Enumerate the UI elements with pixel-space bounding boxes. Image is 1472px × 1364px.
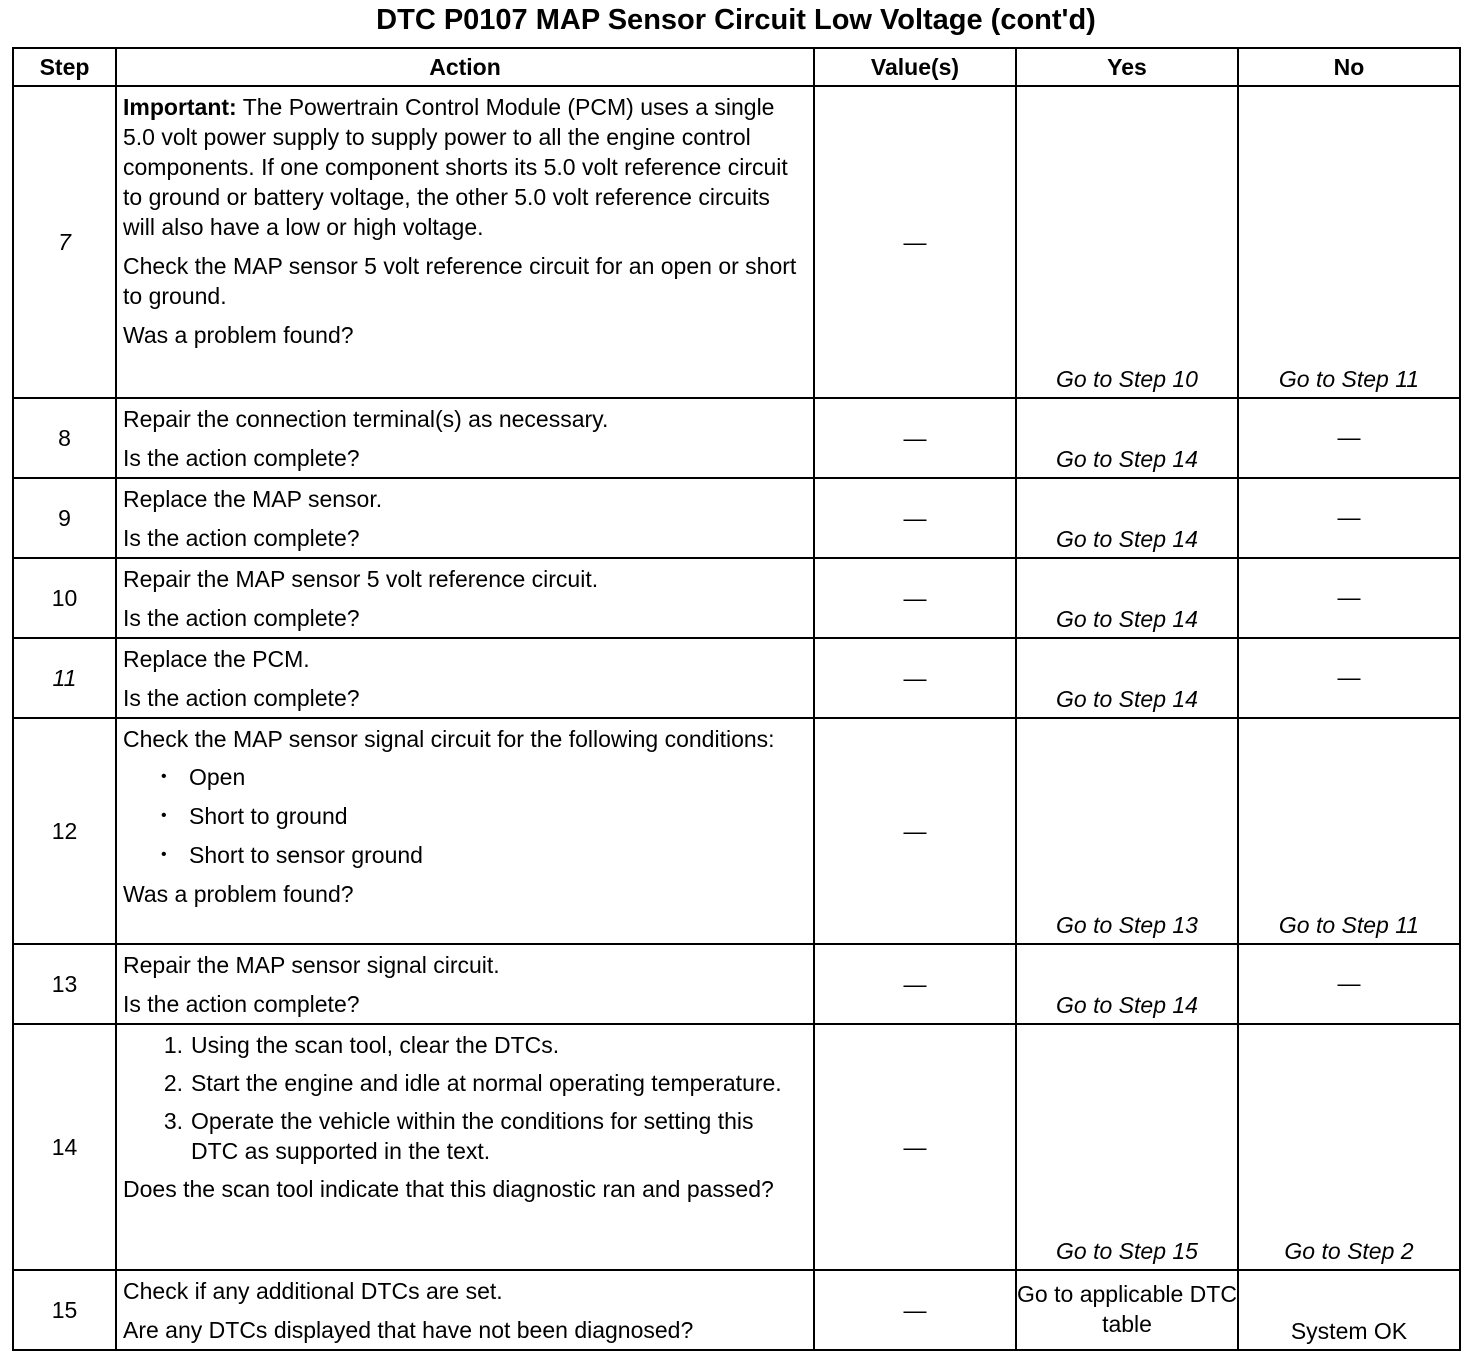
no-cell: —	[1238, 398, 1460, 478]
list-item: • Short to ground	[161, 801, 807, 831]
table-row	[13, 478, 1460, 558]
list-text: Start the engine and idle at normal operating temperature.	[191, 1070, 782, 1096]
yes-cell: Go to Step 14	[1016, 398, 1238, 478]
table-row	[13, 1270, 1460, 1350]
list-item	[153, 1068, 807, 1098]
page-title: DTC P0107 MAP Sensor Circuit Low Voltage (cont'd)	[376, 4, 1096, 36]
no-cell: System OK	[1238, 1270, 1460, 1350]
action-cell	[116, 944, 814, 1024]
step-number: 12	[13, 718, 116, 944]
action-text: Check the MAP sensor signal circuit for the following conditions:	[123, 726, 775, 752]
value-cell: —	[814, 638, 1016, 718]
no-cell: Go to Step 2	[1238, 1024, 1460, 1270]
yes-cell: Go to Step 15	[1016, 1024, 1238, 1270]
table-row	[13, 718, 1460, 944]
action-cell	[116, 718, 814, 944]
yes-cell: Go to Step 14	[1016, 558, 1238, 638]
action-text: Repair the MAP sensor 5 volt reference circuit.	[123, 566, 599, 592]
no-cell: —	[1238, 638, 1460, 718]
list-number: 1.	[163, 1032, 183, 1058]
condition-list	[123, 762, 807, 870]
action-question: Was a problem found?	[123, 881, 354, 907]
value-cell: —	[814, 478, 1016, 558]
no-cell: Go to Step 11	[1238, 718, 1460, 944]
value-cell: —	[814, 718, 1016, 944]
action-text: Repair the connection terminal(s) as necessary.	[123, 406, 609, 432]
table-row	[13, 944, 1460, 1024]
action-cell	[116, 398, 814, 478]
list-item: • Short to sensor ground	[161, 840, 807, 870]
action-question: Is the action complete?	[123, 445, 360, 471]
action-text: Replace the MAP sensor.	[123, 486, 383, 512]
action-text: Check the MAP sensor 5 volt reference circuit for an open or short to ground.	[123, 253, 797, 309]
no-cell: —	[1238, 478, 1460, 558]
important-label: Important:	[123, 94, 237, 120]
action-text: Repair the MAP sensor signal circuit.	[123, 952, 500, 978]
step-number: 13	[13, 944, 116, 1024]
header-step: Step	[13, 48, 116, 86]
action-text: Check if any additional DTCs are set.	[123, 1278, 503, 1304]
value-cell: —	[814, 398, 1016, 478]
list-item: • Open	[161, 762, 807, 792]
step-number: 11	[13, 638, 116, 718]
yes-cell: Go to Step 10	[1016, 86, 1238, 398]
no-cell: —	[1238, 944, 1460, 1024]
no-cell: —	[1238, 558, 1460, 638]
yes-cell: Go to Step 14	[1016, 478, 1238, 558]
action-cell	[116, 478, 814, 558]
table-row	[13, 558, 1460, 638]
header-action: Action	[116, 48, 814, 86]
action-cell	[116, 1270, 814, 1350]
action-text: Replace the PCM.	[123, 646, 310, 672]
procedure-list	[123, 1030, 807, 1166]
table-row	[13, 638, 1460, 718]
action-question: Was a problem found?	[123, 322, 354, 348]
list-number: 2.	[163, 1070, 183, 1096]
step-number: 9	[13, 478, 116, 558]
table-row	[13, 86, 1460, 398]
value-cell: —	[814, 1024, 1016, 1270]
yes-cell: Go to Step 13	[1016, 718, 1238, 944]
table-row	[13, 1024, 1460, 1270]
no-cell: Go to Step 11	[1238, 86, 1460, 398]
action-question: Is the action complete?	[123, 525, 360, 551]
list-item	[153, 1106, 807, 1166]
action-cell	[116, 86, 814, 398]
action-cell	[116, 1024, 814, 1270]
step-number: 7	[13, 86, 116, 398]
table-header-row	[13, 48, 1460, 86]
action-question: Is the action complete?	[123, 685, 360, 711]
step-number: 15	[13, 1270, 116, 1350]
action-cell	[116, 638, 814, 718]
important-text: The Powertrain Control Module (PCM) uses a single 5.0 volt power supply to supply power to all the engine control components. If one component shorts its 5.0 volt reference circuit to ground or battery voltage, the other 5.0 volt reference circuits will also have a low or high voltage.	[123, 94, 788, 240]
yes-cell: Go to Step 14	[1016, 638, 1238, 718]
step-number: 10	[13, 558, 116, 638]
list-text: Using the scan tool, clear the DTCs.	[191, 1032, 560, 1058]
value-cell: —	[814, 944, 1016, 1024]
action-cell	[116, 558, 814, 638]
table-row	[13, 398, 1460, 478]
value-cell: —	[814, 1270, 1016, 1350]
diagnostic-table	[12, 47, 1461, 1351]
header-values: Value(s)	[814, 48, 1016, 86]
value-cell: —	[814, 86, 1016, 398]
action-question: Is the action complete?	[123, 991, 360, 1017]
yes-cell: Go to applicable DTC table	[1016, 1270, 1238, 1350]
yes-cell: Go to Step 14	[1016, 944, 1238, 1024]
important-note	[123, 92, 807, 242]
action-question: Are any DTCs displayed that have not been diagnosed?	[123, 1317, 694, 1343]
step-number: 14	[13, 1024, 116, 1270]
list-number: 3.	[163, 1108, 183, 1134]
value-cell: —	[814, 558, 1016, 638]
list-text: Operate the vehicle within the conditions for setting this DTC as supported in the text.	[191, 1108, 754, 1164]
action-question: Is the action complete?	[123, 605, 360, 631]
step-number: 8	[13, 398, 116, 478]
action-question: Does the scan tool indicate that this diagnostic ran and passed?	[123, 1176, 774, 1202]
header-no: No	[1238, 48, 1460, 86]
header-yes: Yes	[1016, 48, 1238, 86]
list-item	[153, 1030, 807, 1060]
